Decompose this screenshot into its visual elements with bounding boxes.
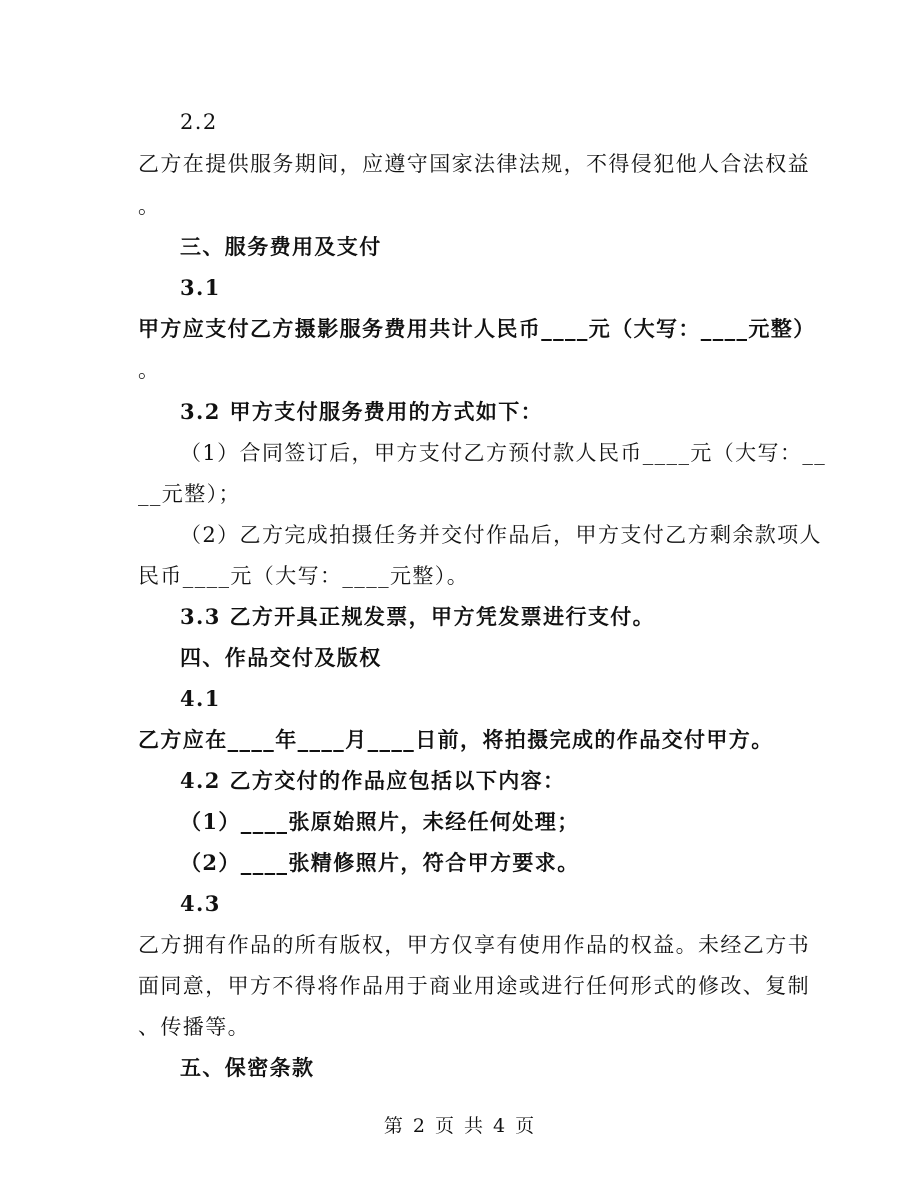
- clause-3-1-text: 甲方应支付乙方摄影服务费用共计人民币____元（大写：____元整）: [138, 316, 816, 341]
- clause-4-1-text: 乙方应在____年____月____日前，将拍摄完成的作品交付甲方。: [138, 727, 774, 752]
- clause-3-2-text: 3.2 甲方支付服务费用的方式如下：: [180, 399, 544, 424]
- clause-4-3-text-2: 面同意，甲方不得将作品用于商业用途或进行任何形式的修改、复制: [138, 974, 810, 998]
- clause-3-3-text: 3.3 乙方开具正规发票，甲方凭发票进行支付。: [180, 604, 656, 629]
- section-3-heading: 三、服务费用及支付: [180, 234, 382, 259]
- clause-3-2-item-2: （2）乙方完成拍摄任务并交付作品后，甲方支付乙方剩余款项人: [180, 523, 822, 547]
- section-5-heading: 五、保密条款: [180, 1055, 315, 1080]
- clause-4-2-item-1: （1）____张原始照片，未经任何处理；: [180, 809, 580, 834]
- clause-3-2-item-1: （1）合同签订后，甲方支付乙方预付款人民币____元（大写：__: [180, 441, 827, 465]
- clause-2-2-number: 2.2: [180, 110, 218, 134]
- clause-4-2-text: 4.2 乙方交付的作品应包括以下内容：: [180, 768, 566, 793]
- clause-4-2-item-2: （2）____张精修照片，符合甲方要求。: [180, 850, 580, 875]
- clause-3-1-number: 3.1: [180, 275, 221, 300]
- clause-3-2-item-1-end: __元整）；: [138, 482, 241, 506]
- clause-4-3-number: 4.3: [180, 891, 221, 916]
- clause-4-1-number: 4.1: [180, 686, 221, 711]
- clause-2-2-text-end: 。: [138, 194, 161, 218]
- clause-3-2-item-2-end: 民币____元（大写：____元整）。: [138, 564, 470, 588]
- page-footer: 第 2 页 共 4 页: [383, 1115, 537, 1137]
- clause-4-3-text-3: 、传播等。: [138, 1015, 250, 1039]
- section-4-heading: 四、作品交付及版权: [180, 645, 382, 670]
- clause-2-2-text: 乙方在提供服务期间，应遵守国家法律法规，不得侵犯他人合法权益: [138, 152, 810, 176]
- clause-3-1-text-end: 。: [138, 358, 161, 382]
- clause-4-3-text-1: 乙方拥有作品的所有版权，甲方仅享有使用作品的权益。未经乙方书: [138, 933, 810, 957]
